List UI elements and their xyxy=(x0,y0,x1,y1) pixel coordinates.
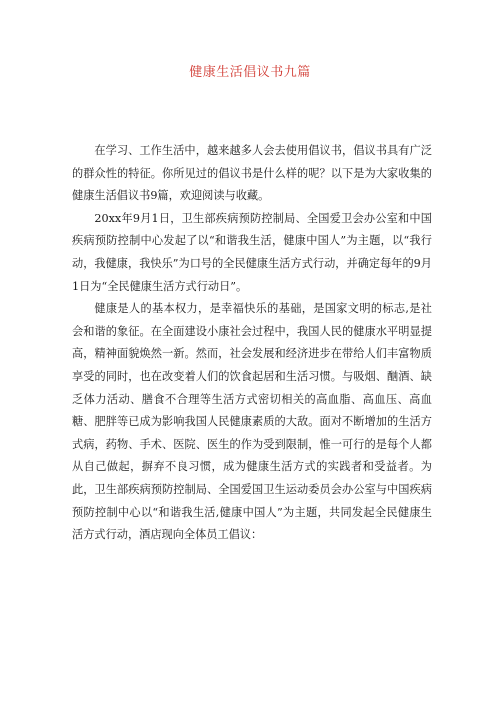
paragraph-intro: 在学习、工作生活中，越来越多人会去使用倡议书，倡议书具有广泛的群众性的特征。你所见过的倡议书是什么样的呢？以下是为大家收集的健康生活倡议书9篇，欢迎阅读与收藏。 xyxy=(72,144,432,203)
document-body xyxy=(72,140,432,547)
document-title: 健康生活倡议书九篇 xyxy=(189,65,311,80)
paragraph-health-proposal: 健康是人的基本权力，是幸福快乐的基础，是国家文明的标志,是社会和谐的象征。在全面建设小康社会过程中，我国人民的健康水平明显提高，精神面貌焕然一新。然而，社会发展和经济进步在带给人们丰富物质享受的同时，也在改变着人们的饮食起居和生活习惯。与吸烟、酗酒、缺乏体力活动、膳食不合理等生活方式密切相关的高血脂、高血压、高血糖、肥胖等已成为影响我国人民健康素质的大敌。面对不断增加的生活方式病，药物、手术、医院、医生的作为受到限制，惟一可行的是每个人都从自己做起，摒弃不良习惯，成为健康生活方式的实践者和受益者。为此，卫生部疾病预防控制局、全国爱国卫生运动委员会办公室与中国疾病预防控制中心以“和谐我生活,健康中国人”为主题，共同发起全民健康生活方式行动，酒店现向全体员工倡议： xyxy=(72,302,432,542)
paragraph-campaign-launch: 20xx年9月1日，卫生部疾病预防控制局、全国爱卫会办公室和中国疾病预防控制中心发起了以“和谐我生活，健康中国人”为主题，以“我行动，我健康，我快乐”为口号的全民健康生活方式行动，并确定每年的9月1日为“全民健康生活方式行动日”。 xyxy=(72,211,432,293)
